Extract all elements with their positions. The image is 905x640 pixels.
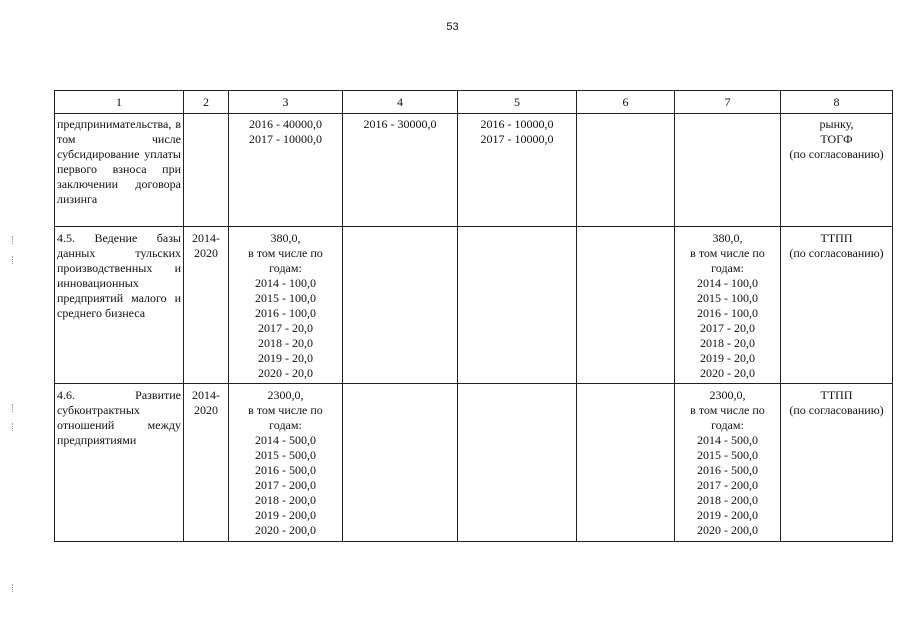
cell-line: 2020 - 20,0 (700, 366, 755, 380)
measure-name-cell: 4.6. Развитие субконтрактных отношений между предприятиями (55, 384, 184, 542)
margin-mark (12, 236, 15, 244)
cell-line: 2018 - 200,0 (697, 493, 758, 507)
funding-total-cell (229, 114, 343, 227)
measure-name-cell: 4.5. Ведение базы данных тульских производственных и инновационных предприятий малого и среднего бизнеса (55, 227, 184, 384)
funding-col7-cell (675, 227, 781, 384)
period-cell: 2014-2020 (184, 384, 229, 542)
cell-line: 2016 - 500,0 (697, 463, 758, 477)
funding-total-cell (229, 227, 343, 384)
period-cell (184, 114, 229, 227)
margin-mark (12, 404, 15, 412)
cell-line: 2300,0, (267, 388, 304, 402)
column-header: 4 (343, 91, 458, 114)
funding-col5-cell (458, 114, 577, 227)
funding-col4-cell (343, 114, 458, 227)
executor-cell (781, 384, 893, 542)
cell-line: ТТПП (820, 388, 853, 402)
cell-line: 2017 - 20,0 (258, 321, 313, 335)
measure-name-cell: предпринимательства, в том числе субсидирование уплаты первого взноса при заключении договора лизинга (55, 114, 184, 227)
funding-total-cell (229, 384, 343, 542)
cell-line: 2016 - 100,0 (697, 306, 758, 320)
cell-line: 2015 - 500,0 (255, 448, 316, 462)
funding-col4-cell (343, 384, 458, 542)
cell-line: (по согласованию) (789, 147, 884, 161)
cell-line: (по согласованию) (789, 246, 884, 260)
page-number: 53 (446, 21, 459, 33)
cell-line: в том числе по годам: (690, 403, 765, 432)
cell-line: 2019 - 200,0 (255, 508, 316, 522)
table-row (55, 384, 893, 542)
column-header: 3 (229, 91, 343, 114)
cell-line: 2014 - 500,0 (255, 433, 316, 447)
cell-line: 2017 - 200,0 (255, 478, 316, 492)
column-header: 2 (184, 91, 229, 114)
program-table (54, 90, 893, 542)
cell-line: 2020 - 200,0 (697, 523, 758, 537)
cell-line: 2019 - 20,0 (700, 351, 755, 365)
cell-line: ТОГФ (820, 132, 853, 146)
margin-mark (12, 423, 15, 431)
cell-line: рынку, (819, 117, 854, 131)
cell-line: 2020 - 20,0 (258, 366, 313, 380)
cell-line: 2019 - 20,0 (258, 351, 313, 365)
cell-line: 2018 - 20,0 (700, 336, 755, 350)
margin-mark (12, 256, 15, 264)
margin-mark (12, 584, 15, 592)
cell-line: 2017 - 10000,0 (480, 132, 554, 146)
cell-line: 2014 - 100,0 (697, 276, 758, 290)
funding-col6-cell (577, 227, 675, 384)
cell-line: 2016 - 10000,0 (480, 117, 554, 131)
column-header: 1 (55, 91, 184, 114)
column-header: 6 (577, 91, 675, 114)
cell-line: 2019 - 200,0 (697, 508, 758, 522)
cell-line: в том числе по годам: (248, 246, 323, 275)
funding-col6-cell (577, 384, 675, 542)
cell-line: 2016 - 500,0 (255, 463, 316, 477)
cell-line: 2016 - 30000,0 (363, 117, 437, 131)
column-header: 8 (781, 91, 893, 114)
funding-col5-cell (458, 227, 577, 384)
table-header-row (55, 91, 893, 114)
cell-line: 2017 - 20,0 (700, 321, 755, 335)
funding-col5-cell (458, 384, 577, 542)
cell-line: 2016 - 40000,0 (249, 117, 322, 131)
funding-col6-cell (577, 114, 675, 227)
funding-col7-cell (675, 114, 781, 227)
cell-line: 2015 - 100,0 (697, 291, 758, 305)
executor-cell (781, 114, 893, 227)
cell-line: ТТПП (820, 231, 853, 245)
column-header: 5 (458, 91, 577, 114)
cell-line: 2015 - 100,0 (255, 291, 316, 305)
cell-line: 2018 - 20,0 (258, 336, 313, 350)
cell-line: 380,0, (712, 231, 743, 245)
table-row (55, 114, 893, 227)
funding-col4-cell (343, 227, 458, 384)
period-cell: 2014-2020 (184, 227, 229, 384)
cell-line: (по согласованию) (789, 403, 884, 417)
cell-line: 2016 - 100,0 (255, 306, 316, 320)
cell-line: в том числе по годам: (690, 246, 765, 275)
cell-line: 2014 - 100,0 (255, 276, 316, 290)
funding-col7-cell (675, 384, 781, 542)
cell-line: 2014 - 500,0 (697, 433, 758, 447)
cell-line: 2020 - 200,0 (255, 523, 316, 537)
cell-line: 2018 - 200,0 (255, 493, 316, 507)
executor-cell (781, 227, 893, 384)
table-row (55, 227, 893, 384)
column-header: 7 (675, 91, 781, 114)
cell-line: 2300,0, (709, 388, 746, 402)
cell-line: 2015 - 500,0 (697, 448, 758, 462)
cell-line: 380,0, (270, 231, 301, 245)
cell-line: 2017 - 10000,0 (249, 132, 322, 146)
cell-line: 2017 - 200,0 (697, 478, 758, 492)
cell-line: в том числе по годам: (248, 403, 323, 432)
